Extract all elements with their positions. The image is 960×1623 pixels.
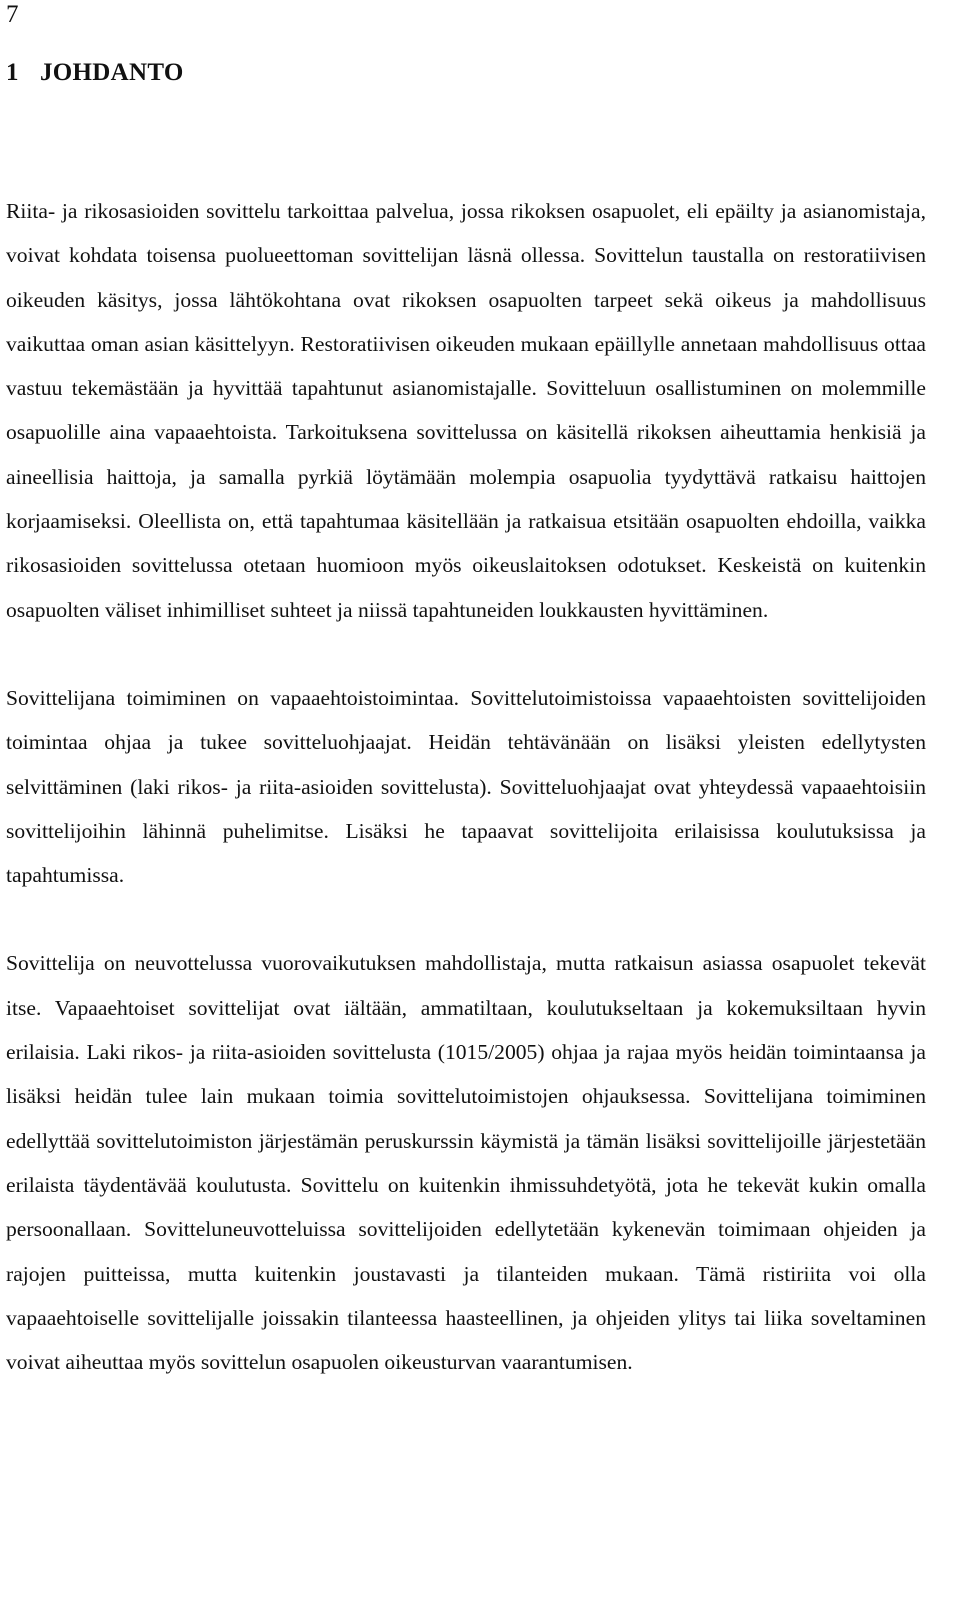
body-text: [6, 189, 926, 1384]
page-number: 7: [6, 1, 19, 28]
paragraph-3: Sovittelija on neuvottelussa vuorovaikutuksen mahdollistaja, mutta ratkaisun asiassa osapuolet tekevät itse. Vapaaehtoiset sovittelijat ovat iältään, ammatiltaan, koulutukseltaan ja kokemuksiltaan hyvin erilaisia. Laki rikos- ja riita-asioiden sovittelusta (1015/2005) ohjaa ja rajaa myös heidän toimintaansa ja lisäksi heidän tulee lain mukaan toimia sovittelutoimistojen ohjauksessa. Sovittelijana toimiminen edellyttää sovittelutoimiston järjestämän peruskurssin käymistä ja tämän lisäksi sovittelijoille järjestetään erilaista täydentävää koulutusta. Sovittelu on kuitenkin ihmissuhdetyötä, jota he tekevät kukin omalla persoonallaan. Sovitteluneuvotteluissa sovittelijoiden edellytetään kykenevän toimimaan ohjeiden ja rajojen puitteissa, mutta kuitenkin joustavasti ja tilanteiden mukaan. Tämä ristiriita voi olla vapaaehtoiselle sovittelijalle joissakin tilanteessa haasteellinen, ja ohjeiden ylitys tai liika soveltaminen voivat aiheuttaa myös sovittelun osapuolen oikeusturvan vaarantumisen.: [6, 951, 926, 1375]
paragraph-2: Sovittelijana toimiminen on vapaaehtoistoimintaa. Sovittelutoimistoissa vapaaehtoisten sovittelijoiden toimintaa ohjaa ja tukee sovitteluohjaajat. Heidän tehtävänään on lisäksi yleisten edellytysten selvittäminen (laki rikos- ja riita-asioiden sovittelusta). Sovitteluohjaajat ovat yhteydessä vapaaehtoisiin sovittelijoihin lähinnä puhelimitse. Lisäksi he tapaavat sovittelijoita erilaisissa koulutuksissa ja tapahtumissa.: [6, 685, 926, 888]
chapter-heading: [6, 58, 184, 88]
paragraph-1: Riita- ja rikosasioiden sovittelu tarkoittaa palvelua, jossa rikoksen osapuolet, eli epäilty ja asianomistaja, voivat kohdata toisensa puolueettoman sovittelijan läsnä ollessa. Sovittelun taustalla on restoratiivisen oikeuden käsitys, jossa lähtökohtana ovat rikoksen osapuolten tarpeet sekä oikeus ja mahdollisuus vaikuttaa oman asian käsittelyyn. Restoratiivisen oikeuden mukaan epäillylle annetaan mahdollisuus ottaa vastuu tekemästään ja hyvittää tapahtunut asianomistajalle. Sovitteluun osallistuminen on molemmille osapuolille aina vapaaehtoista. Tarkoituksena sovittelussa on käsitellä rikoksen aiheuttamia henkisiä ja aineellisia haittoja, ja samalla pyrkiä löytämään molempia osapuolia tyydyttävä ratkaisu haittojen korjaamiseksi. Oleellista on, että tapahtumaa käsitellään ja ratkaisua etsitään osapuolten ehdoilla, vaikka rikosasioiden sovittelussa otetaan huomioon myös oikeuslaitoksen odotukset. Keskeistä on kuitenkin osapuolten väliset inhimilliset suhteet ja niissä tapahtuneiden loukkausten hyvittäminen.: [6, 199, 926, 622]
chapter-title: JOHDANTO: [40, 59, 184, 86]
chapter-number: 1: [6, 59, 19, 86]
